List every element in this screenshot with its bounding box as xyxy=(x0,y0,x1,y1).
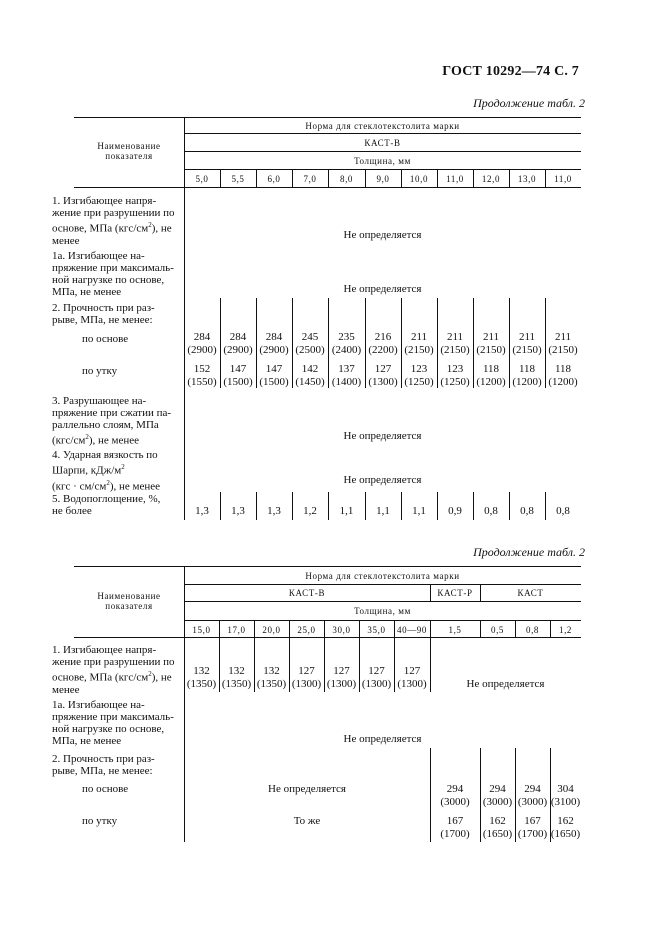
thickness-header: Толщина, мм xyxy=(354,156,411,166)
t2-bend-kgf: (1300) xyxy=(361,678,392,690)
weft-kgf: (1500) xyxy=(223,376,253,388)
warp-kgf: (2150) xyxy=(440,344,470,356)
norm-header: Норма для стеклотекстолита марки xyxy=(305,121,460,131)
t2-warp-kgf: (3100) xyxy=(550,796,581,808)
water-absorption-value: 0,9 xyxy=(448,505,462,517)
weft-kgf: (1250) xyxy=(404,376,434,388)
warp-value: 284 xyxy=(229,331,247,343)
warp-kgf: (2150) xyxy=(404,344,434,356)
warp-kgf: (2150) xyxy=(512,344,542,356)
t2-weft-value: 162 xyxy=(557,815,574,827)
weft-value: 147 xyxy=(265,363,283,375)
t2-bend-value: 132 xyxy=(193,665,210,677)
thickness-cell: 25,0 xyxy=(297,625,316,635)
t2-warp-kgf: (3000) xyxy=(440,796,470,808)
t2-warp-value: 304 xyxy=(557,783,574,795)
weft-value: 142 xyxy=(301,363,319,375)
t2-row2-warp-label: по основе xyxy=(82,783,129,795)
t2-bend-kgf: (1300) xyxy=(326,678,357,690)
warp-value: 211 xyxy=(446,331,464,343)
warp-kgf: (2500) xyxy=(295,344,325,356)
t2-row2-label: 2. Прочность при раз- рыве, МПа, не менее: xyxy=(52,753,155,777)
warp-value: 211 xyxy=(554,331,572,343)
t2-bend-value: 132 xyxy=(263,665,280,677)
t2-warp-value: 294 xyxy=(489,783,506,795)
t2-weft-kgf: (1650) xyxy=(482,828,513,840)
weft-kgf: (1500) xyxy=(259,376,289,388)
t2-bend-value: 127 xyxy=(333,665,350,677)
weft-value: 118 xyxy=(554,363,572,375)
thickness-cell: 10,0 xyxy=(409,174,429,184)
warp-kgf: (2900) xyxy=(259,344,289,356)
water-absorption-value: 0,8 xyxy=(484,505,498,517)
weft-kgf: (1400) xyxy=(331,376,362,388)
row1-label: 1. Изгибающее напря- жение при разрушении по основе, МПа $(кгс/см^2)$, не менее xyxy=(52,195,175,247)
weft-value: 123 xyxy=(446,363,464,375)
weft-value: 123 xyxy=(410,363,428,375)
water-absorption-value: 1,3 xyxy=(267,505,281,517)
warp-value: 211 xyxy=(410,331,428,343)
warp-kgf: (2150) xyxy=(548,344,578,356)
t2-weft-kgf: (1650) xyxy=(550,828,581,840)
warp-kgf: (2400) xyxy=(331,344,362,356)
t2-warp-kgf: (3000) xyxy=(517,796,548,808)
row3-value: Не определяется xyxy=(343,430,422,442)
thickness-cell: 30,0 xyxy=(332,625,351,635)
row4-value: Не определяется xyxy=(343,474,422,486)
warp-value: 245 xyxy=(301,331,319,343)
grade-header: КАСТ-В xyxy=(364,138,401,148)
water-absorption-value: 0,8 xyxy=(556,505,570,517)
thickness-cell: 5,0 xyxy=(195,174,209,184)
water-absorption-value: 1,1 xyxy=(412,505,426,517)
col-header-name-2: Наименование показателя xyxy=(97,591,161,611)
thickness-cell: 40—90 xyxy=(397,625,427,635)
thickness-cell: 11,0 xyxy=(554,174,572,184)
thickness-cell: 1,2 xyxy=(558,625,573,635)
warp-value: 211 xyxy=(518,331,536,343)
weft-value: 118 xyxy=(518,363,536,375)
t2-warp-value: 294 xyxy=(524,783,541,795)
weft-kgf: (1300) xyxy=(368,376,398,388)
weft-kgf: (1550) xyxy=(187,376,217,388)
thickness-cell: 20,0 xyxy=(262,625,281,635)
thickness-header-2: Толщина, мм xyxy=(354,606,411,616)
warp-value: 235 xyxy=(338,331,355,343)
water-absorption-value: 1,3 xyxy=(231,505,245,517)
thickness-cell: 8,0 xyxy=(339,174,354,184)
row1a-label: 1а. Изгибающее на- пряжение при максималь- ной нагрузке по основе, МПа, не менее xyxy=(52,250,174,298)
warp-kgf: (2900) xyxy=(187,344,217,356)
weft-kgf: (1200) xyxy=(476,376,506,388)
t2-bend-kgf: (1350) xyxy=(186,678,217,690)
water-absorption-value: 0,8 xyxy=(520,505,534,517)
water-absorption-value: 1,1 xyxy=(376,505,390,517)
t2-row2-weft-left: То же xyxy=(293,815,321,827)
t2-row1a-label: 1а. Изгибающее на- пряжение при максималь- ной нагрузке по основе, МПа, не менее xyxy=(52,699,174,747)
warp-value: 284 xyxy=(193,331,211,343)
thickness-cell: 11,0 xyxy=(446,174,464,184)
thickness-cell: 6,0 xyxy=(267,174,281,184)
page-header: ГОСТ 10292—74 С. 7 xyxy=(442,64,579,79)
weft-value: 147 xyxy=(229,363,247,375)
weft-kgf: (1450) xyxy=(295,376,325,388)
t2-row1-rest: Не определяется xyxy=(466,678,545,690)
weft-value: 127 xyxy=(374,363,392,375)
warp-kgf: (2150) xyxy=(476,344,506,356)
col-header-name: Наименование показателя xyxy=(97,141,161,161)
grade-header-kast: КАСТ xyxy=(517,588,544,598)
warp-value: 211 xyxy=(482,331,500,343)
t2-bend-kgf: (1350) xyxy=(256,678,287,690)
weft-kgf: (1200) xyxy=(548,376,578,388)
weft-value: 137 xyxy=(338,363,355,375)
continuation-label-2: Продолжение табл. 2 xyxy=(473,545,585,559)
water-absorption-value: 1,2 xyxy=(303,505,317,517)
row4-label: 4. Ударная вязкость по Шарпи, кДж/$м^2$ $(кгс \cdot см/см^2)$, не менее xyxy=(52,449,160,493)
thickness-cell: 0,8 xyxy=(525,625,540,635)
t2-weft-value: 167 xyxy=(524,815,541,827)
row2-label: 2. Прочность при раз- рыве, МПа, не менее: xyxy=(52,302,155,326)
thickness-cell: 9,0 xyxy=(376,174,390,184)
thickness-cell: 5,5 xyxy=(231,174,245,184)
warp-kgf: (2200) xyxy=(368,344,398,356)
t2-warp-value: 294 xyxy=(446,783,464,795)
t2-bend-value: 127 xyxy=(368,665,385,677)
warp-value: 284 xyxy=(265,331,283,343)
thickness-cell: 13,0 xyxy=(517,174,537,184)
weft-value: 152 xyxy=(193,363,211,375)
t2-weft-value: 162 xyxy=(489,815,506,827)
continuation-label-1: Продолжение табл. 2 xyxy=(473,96,585,110)
thickness-cell: 15,0 xyxy=(192,625,211,635)
row1a-value: Не определяется xyxy=(343,283,422,295)
row2-warp-label: по основе xyxy=(82,333,129,345)
grade-header-kast-r: КАСТ-Р xyxy=(437,588,473,598)
water-absorption-value: 1,1 xyxy=(339,505,354,517)
grade-header-kast-v: КАСТ-В xyxy=(288,588,326,598)
thickness-cell: 35,0 xyxy=(367,625,386,635)
row1-value: Не определяется xyxy=(343,229,422,241)
t2-bend-value: 132 xyxy=(228,665,245,677)
row5-label: 5. Водопоглощение, %, не более xyxy=(52,493,161,517)
weft-value: 118 xyxy=(482,363,500,375)
thickness-cell: 17,0 xyxy=(227,625,246,635)
t2-row2-weft-label: по утку xyxy=(82,815,118,827)
t2-bend-value: 127 xyxy=(403,665,421,677)
row2-weft-label: по утку xyxy=(82,365,118,377)
thickness-cell: 1,5 xyxy=(448,625,462,635)
t2-row1a-value: Не определяется xyxy=(343,733,422,745)
weft-kgf: (1200) xyxy=(512,376,542,388)
t2-bend-kgf: (1300) xyxy=(397,678,427,690)
thickness-cell: 7,0 xyxy=(303,174,317,184)
t2-bend-kgf: (1350) xyxy=(221,678,252,690)
t2-bend-value: 127 xyxy=(298,665,315,677)
t2-bend-kgf: (1300) xyxy=(291,678,322,690)
thickness-cell: 12,0 xyxy=(481,174,501,184)
t2-weft-value: 167 xyxy=(446,815,464,827)
water-absorption-value: 1,3 xyxy=(195,505,209,517)
t2-row1-label: 1. Изгибающее напря- жение при разрушении по основе, МПа $(кгс/см^2)$, не менее xyxy=(52,644,175,696)
weft-kgf: (1250) xyxy=(440,376,470,388)
t2-weft-kgf: (1700) xyxy=(440,828,470,840)
norm-header-2: Норма для стеклотекстолита марки xyxy=(305,571,460,581)
t2-warp-kgf: (3000) xyxy=(482,796,513,808)
row3-label: 3. Разрушающее на- пряжение при сжатии па- раллельно слоям, МПа $(кгс/см^2)$, не менее xyxy=(52,395,172,447)
t2-weft-kgf: (1700) xyxy=(517,828,548,840)
thickness-cell: 0,5 xyxy=(490,625,505,635)
warp-value: 216 xyxy=(374,331,392,343)
t2-row2-warp-left: Не определяется xyxy=(268,783,346,795)
warp-kgf: (2900) xyxy=(223,344,253,356)
